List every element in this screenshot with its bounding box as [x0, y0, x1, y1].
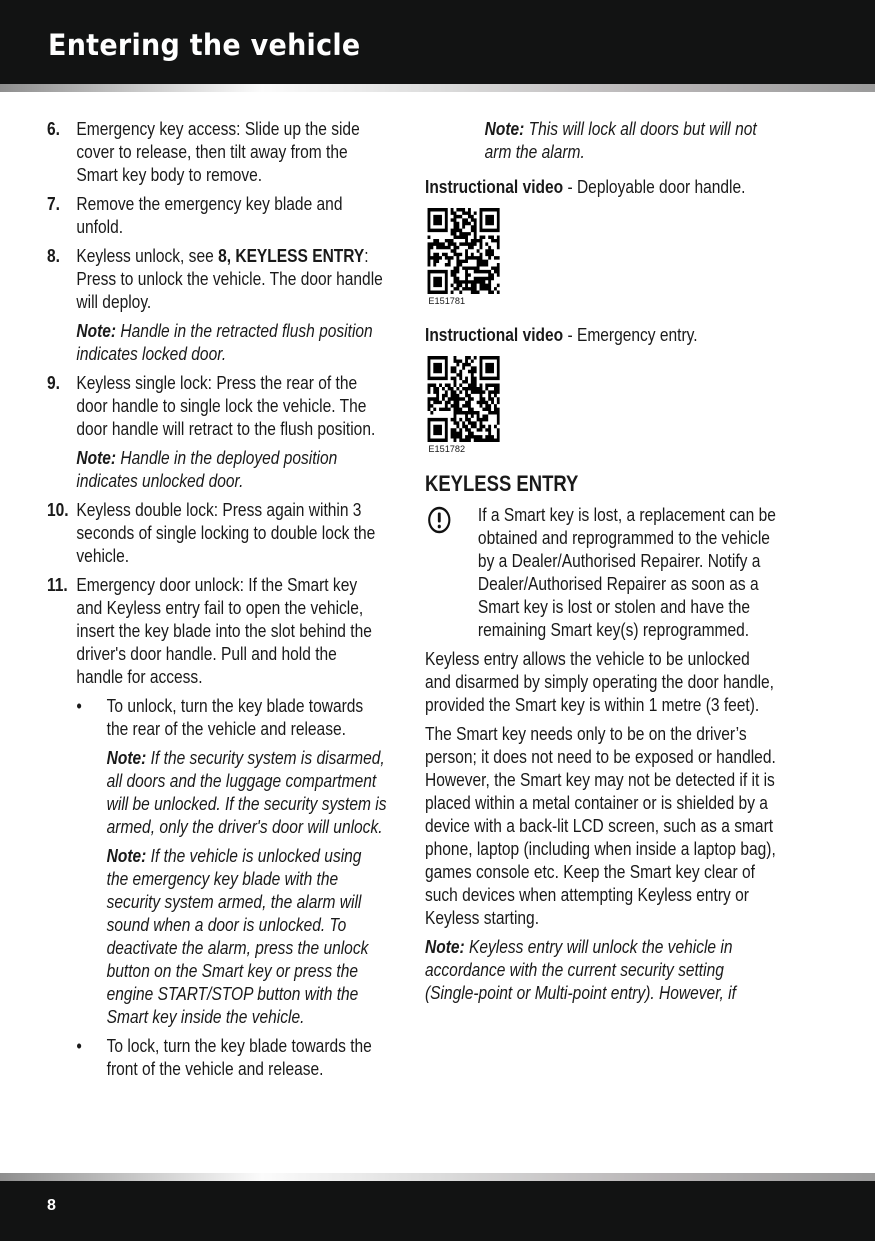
list-item: [47, 117, 387, 186]
list-item: [47, 244, 387, 365]
item-text: Emergency key access: Slide up the side cover to release, then tilt away from the Smart key body to remove.: [76, 118, 360, 185]
item-text: Remove the emergency key blade and unfold.: [76, 193, 343, 237]
qr-code-icon[interactable]: [428, 208, 500, 294]
video-label: Instructional video: [425, 324, 564, 345]
page-footer: [0, 1181, 875, 1241]
video-label: Instructional video: [425, 176, 564, 197]
note-label: Note:: [106, 845, 147, 866]
footer-divider: [0, 1173, 875, 1181]
warning-icon: [428, 506, 452, 534]
image-code: E151781: [428, 296, 466, 307]
list-item: [47, 573, 387, 1080]
note-text: If the security system is disarmed, all doors and the luggage compartment will be unlocked. If the security system is armed, only the driver's door will unlock.: [106, 747, 387, 837]
warning-text: If a Smart key is lost, a replacement can be obtained and reprogrammed to the vehicle by a Dealer/Authorised Repairer. Notify a Dealer/Authorised Repairer as soon as a Smart key is lost or stolen and have the remaining Smart key(s) reprogrammed.: [477, 504, 776, 640]
header-divider: [0, 84, 875, 92]
item-text: : Press to unlock the vehicle. The door handle will deploy.: [76, 245, 383, 312]
warning-box: [425, 503, 778, 641]
list-item: [47, 371, 387, 492]
note: [76, 446, 387, 492]
left-column: [47, 117, 387, 1086]
list-item: [47, 498, 387, 567]
video-text: - Emergency entry.: [563, 324, 698, 345]
note-label: Note:: [106, 747, 147, 768]
bullet-item: [76, 1034, 387, 1080]
page-number: 8: [47, 1197, 56, 1214]
bullet-text: To unlock, turn the key blade towards the rear of the vehicle and release.: [106, 695, 364, 739]
note-text: If the vehicle is unlocked using the emergency key blade with the security system armed, the alarm will sound when a door is unlocked. To deactivate the alarm, press the unlock button on the Smart key or press the engine START/STOP button with the Smart key inside the vehicle.: [106, 845, 369, 1027]
bullet-text: To lock, turn the key blade towards the front of the vehicle and release.: [106, 1035, 372, 1079]
note-text: This will lock all doors but will not arm the alarm.: [484, 118, 757, 162]
item-number: 9.: [47, 372, 60, 393]
cross-reference-link[interactable]: 8, KEYLESS ENTRY: [218, 245, 365, 266]
item-number: 10.: [47, 499, 69, 520]
note-text: Handle in the deployed position indicates unlocked door.: [76, 447, 338, 491]
item-text: Keyless double lock: Press again within 3 seconds of single locking to double lock the vehicle.: [76, 499, 376, 566]
item-text: Keyless single lock: Press the rear of the door handle to single lock the vehicle. The door handle will retract to the flush position.: [76, 372, 376, 439]
item-text: Emergency door unlock: If the Smart key and Keyless entry fail to open the vehicle, insert the key blade into the slot behind the driver's door handle. Pull and hold the handle for access.: [76, 574, 372, 687]
note: [425, 935, 778, 1004]
paragraph: The Smart key needs only to be on the driver’s person; it does not need to be exposed or handled. However, the Smart key may not be detected if it is placed within a metal container or is shielded by a device with a back-lit LCD screen, such as a smart phone, laptop (including when inside a laptop bag), games console etc. Keep the Smart key clear of such devices when attempting Keyless entry or Keyless starting.: [425, 723, 776, 928]
item-number: 7.: [47, 193, 60, 214]
note-label: Note:: [76, 447, 117, 468]
video-link[interactable]: [425, 323, 778, 346]
video-link[interactable]: [425, 175, 778, 198]
item-text: Keyless unlock, see: [76, 245, 219, 266]
note: [425, 117, 778, 163]
bullet-icon: •: [76, 1035, 82, 1056]
item-number: 6.: [47, 118, 60, 139]
right-column: [425, 117, 778, 1010]
note-label: Note:: [425, 936, 465, 957]
item-number: 11.: [47, 574, 68, 595]
note-text: Keyless entry will unlock the vehicle in accordance with the current security setting (Single-point or Multi-point entry). However, if: [425, 936, 736, 1003]
note: [107, 844, 388, 1028]
note-text: Handle in the retracted flush position indicates locked door.: [76, 320, 373, 364]
note-label: Note:: [484, 118, 525, 139]
image-code: E151782: [428, 444, 466, 455]
bullet-icon: •: [76, 695, 82, 716]
page-title: Entering the vehicle: [48, 28, 361, 62]
note-label: Note:: [76, 320, 117, 341]
note: [107, 746, 388, 838]
paragraph: Keyless entry allows the vehicle to be unlocked and disarmed by simply operating the door handle, provided the Smart key is within 1 metre (3 feet).: [425, 648, 775, 715]
note: [76, 319, 387, 365]
bullet-item: [76, 694, 387, 1028]
page-header: [0, 0, 875, 84]
qr-code-icon[interactable]: [428, 356, 500, 442]
video-text: - Deployable door handle.: [563, 176, 746, 197]
list-item: [47, 192, 387, 238]
item-number: 8.: [47, 245, 60, 266]
section-title: KEYLESS ENTRY: [425, 471, 579, 496]
